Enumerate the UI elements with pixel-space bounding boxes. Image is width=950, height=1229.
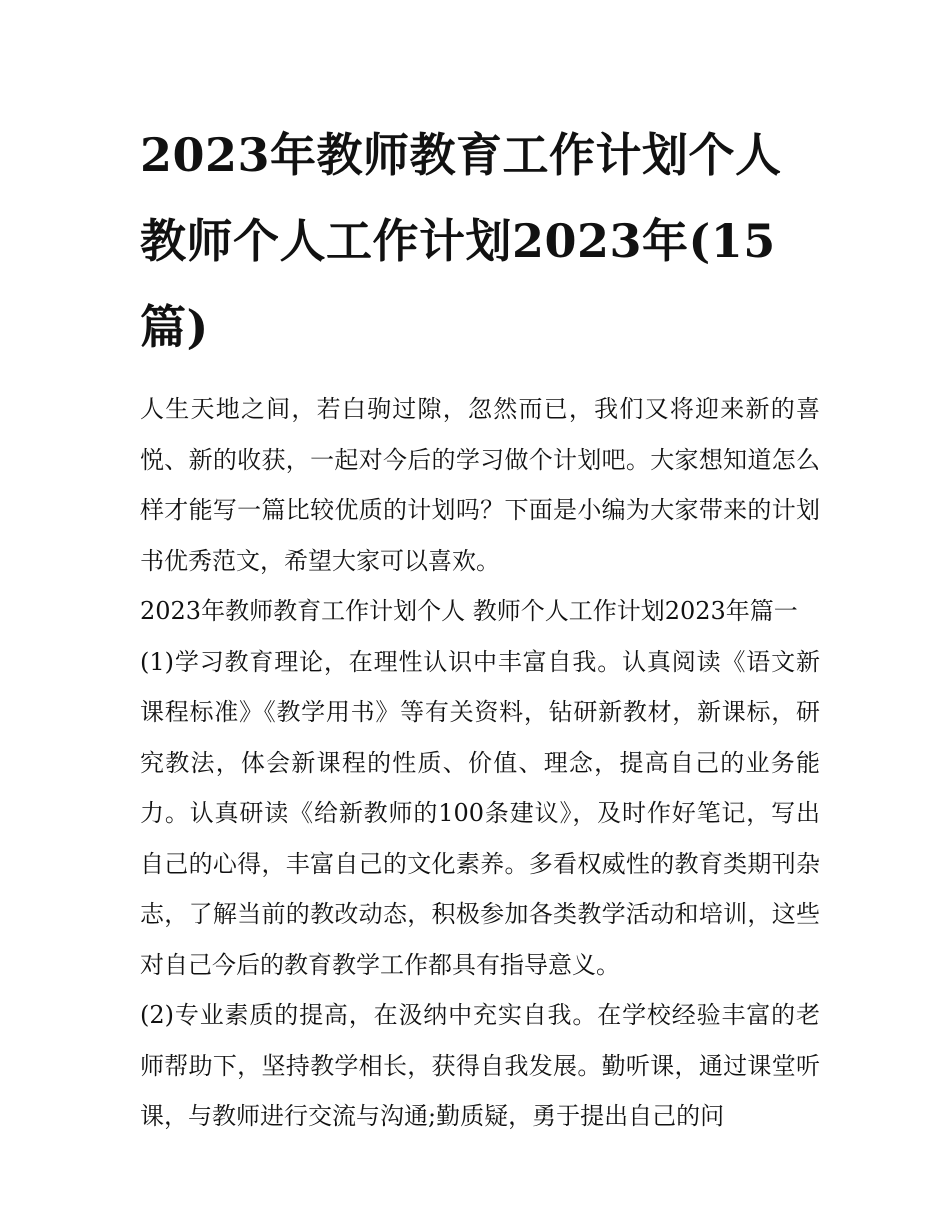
document-title (140, 112, 820, 370)
title-line-2: 教师个人工作计划2023年(15 (140, 214, 776, 268)
title-line-1: 2023年教师教育工作计划个人 (140, 128, 782, 182)
title-line-3: 篇) (140, 300, 209, 354)
body-paragraph-2: (2)专业素质的提高，在汲纳中充实自我。在学校经验丰富的老师帮助下，坚持教学相长，获得自我发展。勤听课，通过课堂听课，与教师进行交流与沟通;勤质疑，勇于提出自己的问 (140, 1001, 820, 1130)
body-paragraph-1: (1)学习教育理论，在理性认识中丰富自我。认真阅读《语文新课程标准》《教学用书》等有关资料，钻研新教材，新课标，研究教法，体会新课程的性质、价值、理念，提高自己的业务能力。认真研读《给新教师的100条建议》，及时作好笔记，写出自己的心得，丰富自己的文化素养。多看权威性的教育类期刊杂志，了解当前的教改动态，积极参加各类教学活动和培训，这些对自己今后的教育教学工作都具有指导意义。 (140, 647, 820, 979)
intro-paragraph: 人生天地之间，若白驹过隙，忽然而已，我们又将迎来新的喜悦、新的收获，一起对今后的学习做个计划吧。大家想知道怎么样才能写一篇比较优质的计划吗？下面是小编为大家带来的计划书优秀范文，希望大家可以喜欢。 (140, 395, 820, 575)
section-heading: 2023年教师教育工作计划个人 教师个人工作计划2023年篇一 (140, 597, 798, 625)
document-page (140, 112, 820, 1142)
